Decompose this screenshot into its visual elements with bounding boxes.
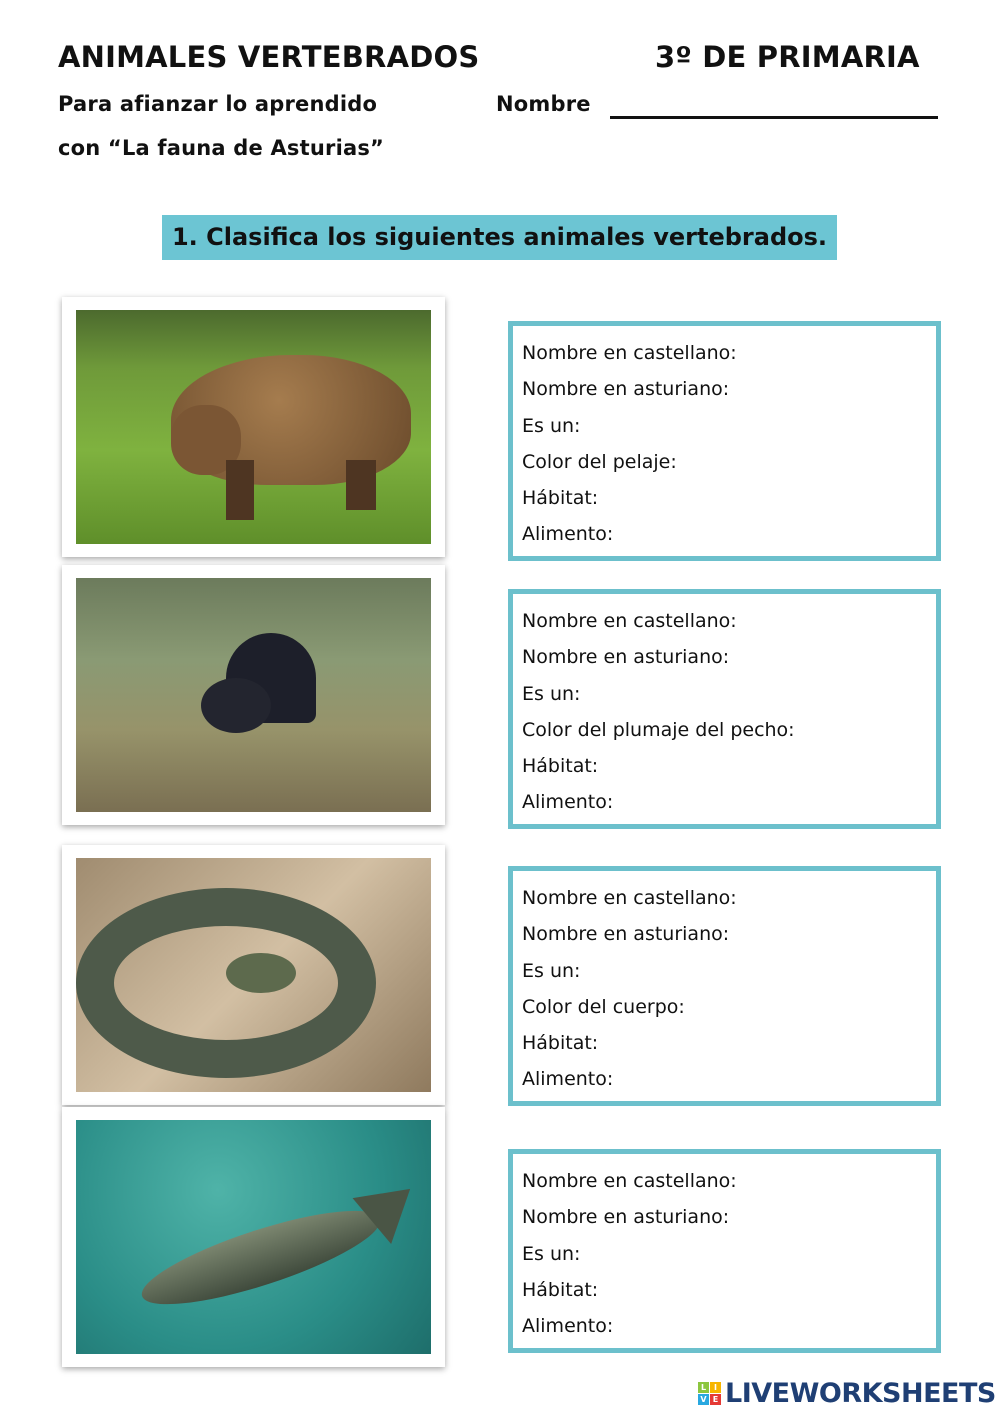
field-label[interactable]: Hábitat: (522, 755, 599, 778)
field-label[interactable]: Hábitat: (522, 487, 599, 510)
field-label[interactable]: Nombre en asturiano: (522, 378, 730, 401)
bear-photo (62, 297, 445, 557)
logo-letter: V (698, 1394, 709, 1405)
field-label[interactable]: Color del pelaje: (522, 450, 677, 473)
field-label[interactable]: Es un: (522, 1242, 581, 1265)
fish-info-box (508, 1149, 941, 1353)
field-label[interactable]: Hábitat: (522, 1278, 599, 1301)
logo-letter: E (710, 1394, 721, 1405)
capercaillie-info-box (508, 589, 941, 829)
snake-photo (62, 845, 445, 1105)
field-label[interactable]: Alimento: (522, 1068, 614, 1091)
name-input-line[interactable] (610, 116, 938, 119)
field-label[interactable]: Alimento: (522, 1315, 614, 1338)
field-label[interactable]: Color del plumaje del pecho: (522, 718, 795, 741)
logo-text: LIVEWORKSHEETS (725, 1378, 996, 1409)
field-label[interactable]: Hábitat: (522, 1032, 599, 1055)
field-label[interactable]: Nombre en asturiano: (522, 923, 730, 946)
worksheet-title: ANIMALES VERTEBRADOS (58, 40, 480, 74)
field-label[interactable]: Alimento: (522, 791, 614, 814)
grade-label: 3º DE PRIMARIA (655, 40, 920, 74)
logo-letter: I (710, 1382, 721, 1393)
logo-letter: L (698, 1382, 709, 1393)
field-label[interactable]: Alimento: (522, 523, 614, 546)
field-label[interactable]: Nombre en castellano: (522, 1170, 737, 1192)
field-label[interactable]: Nombre en castellano: (522, 342, 737, 364)
name-label: Nombre (496, 92, 591, 116)
capercaillie-photo (62, 565, 445, 825)
bear-info-box (508, 321, 941, 561)
field-label[interactable]: Es un: (522, 414, 581, 437)
fish-image (76, 1120, 431, 1354)
liveworksheets-logo (698, 1378, 996, 1409)
instruction-banner: 1. Clasifica los siguientes animales vertebrados. (162, 215, 837, 260)
field-label[interactable]: Es un: (522, 682, 581, 705)
field-label[interactable]: Nombre en castellano: (522, 887, 737, 909)
field-label[interactable]: Es un: (522, 959, 581, 982)
bear-image (76, 310, 431, 544)
fish-photo (62, 1107, 445, 1367)
snake-image (76, 858, 431, 1092)
field-label[interactable]: Nombre en asturiano: (522, 646, 730, 669)
field-label[interactable]: Color del cuerpo: (522, 995, 685, 1018)
field-label[interactable]: Nombre en castellano: (522, 610, 737, 632)
snake-info-box (508, 866, 941, 1106)
field-label[interactable]: Nombre en asturiano: (522, 1206, 730, 1229)
subtitle-line-1: Para afianzar lo aprendido (58, 92, 378, 116)
capercaillie-image (76, 578, 431, 812)
logo-icon (698, 1382, 721, 1405)
subtitle-line-2: con “La fauna de Asturias” (58, 136, 385, 160)
